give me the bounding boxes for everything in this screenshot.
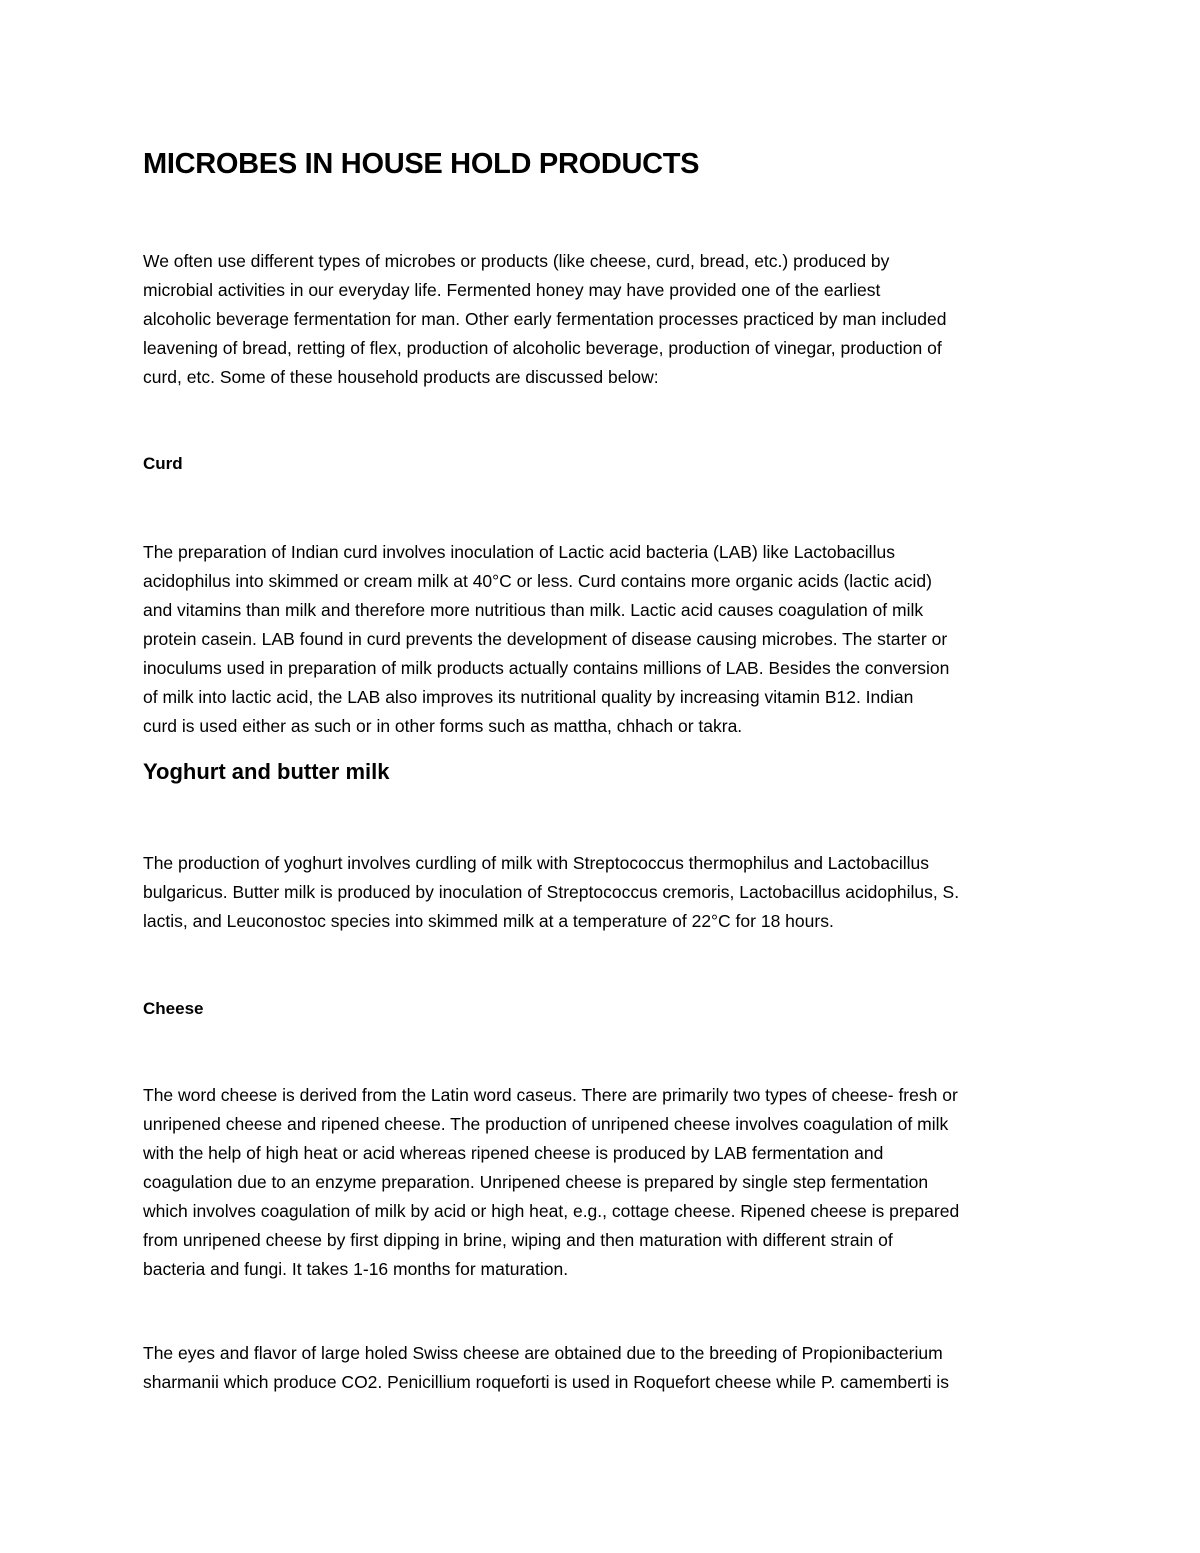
text-line: and vitamins than milk and therefore more nutritious than milk. Lactic acid causes coagulation of milk [143,600,924,620]
text-line: inoculums used in preparation of milk products actually contains millions of LAB. Besides the conversion [143,658,950,678]
text-line: from unripened cheese by first dipping in brine, wiping and then maturation with different strain of [143,1230,893,1250]
cheese-paragraph-1 [143,1081,1073,1284]
page-title: MICROBES IN HOUSE HOLD PRODUCTS [143,148,700,180]
text-line: The eyes and flavor of large holed Swiss cheese are obtained due to the breeding of Propionibacterium [143,1343,943,1363]
text-line: The word cheese is derived from the Latin word caseus. There are primarily two types of cheese- fresh or [143,1085,958,1105]
text-line: leavening of bread, retting of flex, production of alcoholic beverage, production of vinegar, production of [143,338,942,358]
text-line: acidophilus into skimmed or cream milk at 40°C or less. Curd contains more organic acids (lactic acid) [143,571,932,591]
text-line: protein casein. LAB found in curd prevents the development of disease causing microbes. The starter or [143,629,948,649]
text-line: bulgaricus. Butter milk is produced by inoculation of Streptococcus cremoris, Lactobacillus acidophilus, S. [143,882,960,902]
text-line: sharmanii which produce CO2. Penicillium roqueforti is used in Roquefort cheese while P. camemberti is [143,1372,950,1392]
text-line: The production of yoghurt involves curdling of milk with Streptococcus thermophilus and Lactobacillus [143,853,929,873]
text-line: coagulation due to an enzyme preparation. Unripened cheese is prepared by single step fermentation [143,1172,929,1192]
curd-heading: Curd [143,454,183,473]
text-line: microbial activities in our everyday life. Fermented honey may have provided one of the earliest [143,280,881,300]
text-line: of milk into lactic acid, the LAB also improves its nutritional quality by increasing vitamin B12. Indian [143,687,914,707]
text-line: The preparation of Indian curd involves inoculation of Lactic acid bacteria (LAB) like Lactobacillus [143,542,895,562]
text-line: curd, etc. Some of these household products are discussed below: [143,367,659,387]
text-line: curd is used either as such or in other forms such as mattha, chhach or takra. [143,716,743,736]
intro-paragraph [143,247,1073,392]
text-line: which involves coagulation of milk by acid or high heat, e.g., cottage cheese. Ripened cheese is prepared [143,1201,960,1221]
text-line: alcoholic beverage fermentation for man. Other early fermentation processes practiced by man included [143,309,947,329]
curd-paragraph [143,538,1073,741]
yoghurt-heading: Yoghurt and butter milk [143,759,390,784]
cheese-paragraph-2 [143,1339,1073,1397]
yoghurt-paragraph [143,849,1073,936]
cheese-heading: Cheese [143,999,204,1018]
text-line: with the help of high heat or acid whereas ripened cheese is produced by LAB fermentation and [143,1143,884,1163]
text-line: bacteria and fungi. It takes 1-16 months for maturation. [143,1259,569,1279]
text-line: lactis, and Leuconostoc species into skimmed milk at a temperature of 22°C for 18 hours. [143,911,834,931]
text-line: unripened cheese and ripened cheese. The production of unripened cheese involves coagulation of milk [143,1114,949,1134]
text-line: We often use different types of microbes or products (like cheese, curd, bread, etc.) produced by [143,251,890,271]
